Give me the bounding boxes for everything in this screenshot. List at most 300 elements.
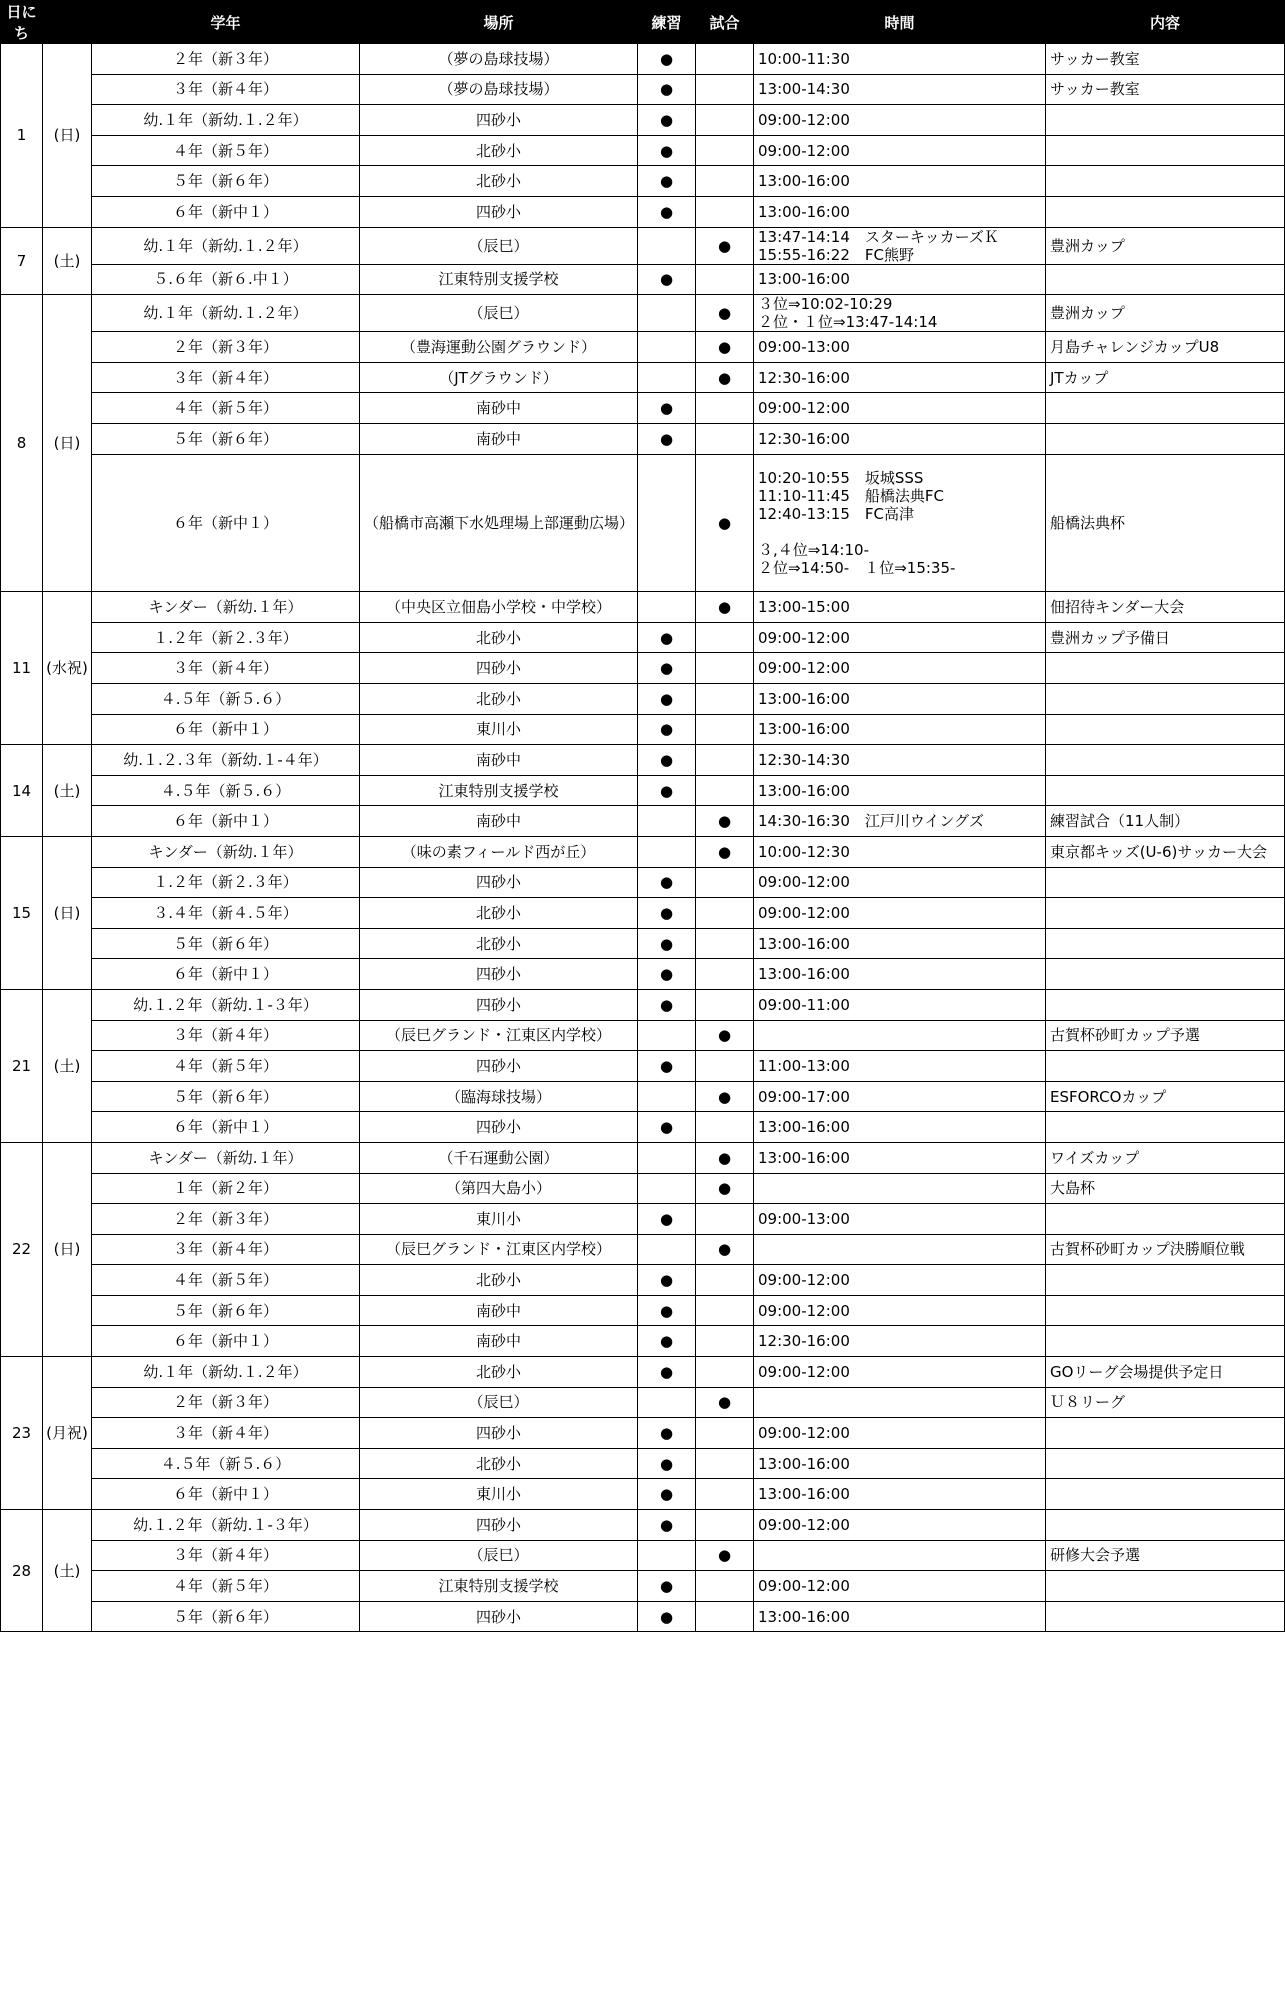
schedule-row [1,423,1285,454]
grade-cell: ４年（新５年） [92,1571,360,1602]
time-cell [754,1020,1046,1051]
content-cell [1046,264,1285,295]
practice-mark: ● [659,1362,674,1381]
time-cell: 12:30-16:00 [754,1326,1046,1357]
content-cell: 豊洲カップ予備日 [1046,622,1285,653]
place-cell: （辰巳グランド・江東区内学校） [360,1020,638,1051]
practice-cell [638,393,696,424]
place-cell: 南砂中 [360,745,638,776]
grade-cell: ２年（新３年） [92,332,360,363]
schedule-row [1,1326,1285,1357]
place-cell: （臨海球技場） [360,1081,638,1112]
schedule-row [1,714,1285,745]
practice-cell [638,1265,696,1296]
content-cell [1046,1418,1285,1449]
match-cell [696,1571,754,1602]
match-cell [696,1510,754,1541]
practice-cell [638,423,696,454]
content-cell: ワイズカップ [1046,1142,1285,1173]
schedule-row [1,362,1285,393]
match-cell [696,1418,754,1449]
schedule-row [1,989,1285,1020]
schedule-row [1,1234,1285,1265]
grade-cell: ６年（新中１） [92,959,360,990]
grade-cell: 幼.１.２.３年（新幼.１-４年） [92,745,360,776]
weekday-cell: (日) [43,44,92,228]
practice-cell [638,332,696,363]
place-cell: 北砂小 [360,928,638,959]
header-place: 場所 [360,1,638,44]
match-mark: ● [717,598,732,617]
practice-mark: ● [659,628,674,647]
match-cell [696,989,754,1020]
time-cell: 09:00-11:00 [754,989,1046,1020]
grade-cell: ４年（新５年） [92,135,360,166]
practice-mark: ● [659,1424,674,1443]
place-cell: 四砂小 [360,959,638,990]
grade-cell: ２年（新３年） [92,1387,360,1418]
date-cell: 28 [1,1510,43,1632]
schedule-row [1,295,1285,332]
practice-cell [638,1234,696,1265]
match-mark: ● [717,304,732,323]
match-mark: ● [717,1393,732,1412]
time-cell: 10:00-11:30 [754,44,1046,75]
time-cell: 09:00-12:00 [754,1295,1046,1326]
content-cell: 豊洲カップ [1046,227,1285,264]
match-cell [696,1448,754,1479]
practice-mark: ● [659,965,674,984]
schedule-row [1,1204,1285,1235]
practice-mark: ● [659,1271,674,1290]
practice-cell [638,1173,696,1204]
practice-cell [638,1020,696,1051]
content-cell: 古賀杯砂町カップ予選 [1046,1020,1285,1051]
grade-cell: 幼.１年（新幼.１.２年） [92,1357,360,1388]
grade-cell: 幼.１.２年（新幼.１-３年） [92,1510,360,1541]
match-cell [696,867,754,898]
content-cell [1046,1601,1285,1632]
place-cell: 四砂小 [360,1601,638,1632]
content-cell [1046,928,1285,959]
content-cell: Ｕ８リーグ [1046,1387,1285,1418]
content-cell: 東京都キッズ(U-6)サッカー大会 [1046,836,1285,867]
match-cell [696,44,754,75]
time-cell: 13:00-16:00 [754,1142,1046,1173]
match-cell [696,166,754,197]
grade-cell: ６年（新中１） [92,806,360,837]
practice-cell [638,362,696,393]
header-practice: 練習 [638,1,696,44]
match-cell [696,74,754,105]
grade-cell: ３年（新４年） [92,653,360,684]
grade-cell: ３年（新４年） [92,1020,360,1051]
schedule-row [1,745,1285,776]
match-mark: ● [717,842,732,861]
match-cell [696,775,754,806]
match-cell [696,622,754,653]
match-cell [696,1112,754,1143]
practice-cell [638,1387,696,1418]
time-cell: 09:00-12:00 [754,622,1046,653]
practice-mark: ● [659,1515,674,1534]
practice-mark: ● [659,80,674,99]
match-cell [696,806,754,837]
content-cell [1046,1510,1285,1541]
schedule-row [1,196,1285,227]
practice-cell [638,989,696,1020]
match-cell [696,1234,754,1265]
place-cell: （船橋市高瀬下水処理場上部運動広場） [360,454,638,592]
match-mark: ● [717,1087,732,1106]
place-cell: （辰巳グランド・江東区内学校） [360,1234,638,1265]
schedule-row [1,227,1285,264]
content-cell [1046,714,1285,745]
match-cell [696,1357,754,1388]
time-cell: 13:00-16:00 [754,775,1046,806]
grade-cell: キンダー（新幼.１年） [92,836,360,867]
place-cell: 江東特別支援学校 [360,775,638,806]
practice-mark: ● [659,659,674,678]
practice-cell [638,227,696,264]
place-cell: 東川小 [360,1204,638,1235]
practice-mark: ● [659,720,674,739]
time-cell: 13:00-14:30 [754,74,1046,105]
practice-mark: ● [659,1209,674,1228]
time-cell: 09:00-13:00 [754,332,1046,363]
grade-cell: ５年（新６年） [92,1081,360,1112]
place-cell: 南砂中 [360,393,638,424]
match-cell [696,1387,754,1418]
place-cell: 北砂小 [360,1448,638,1479]
content-cell [1046,898,1285,929]
grade-cell: ４年（新５年） [92,1051,360,1082]
schedule-row [1,1295,1285,1326]
time-cell: 09:00-12:00 [754,898,1046,929]
practice-mark: ● [659,995,674,1014]
match-cell [696,105,754,136]
place-cell: （豊海運動公園グラウンド） [360,332,638,363]
match-cell [696,264,754,295]
content-cell: 船橋法典杯 [1046,454,1285,592]
date-cell: 14 [1,745,43,837]
match-cell [696,362,754,393]
date-cell: 22 [1,1142,43,1356]
time-cell: 10:00-12:30 [754,836,1046,867]
content-cell [1046,989,1285,1020]
practice-mark: ● [659,141,674,160]
place-cell: （辰巳） [360,1540,638,1571]
schedule-row [1,454,1285,592]
place-cell: （中央区立佃島小学校・中学校） [360,592,638,623]
practice-cell [638,1479,696,1510]
time-cell: 09:00-12:00 [754,135,1046,166]
schedule-row [1,74,1285,105]
practice-cell [638,295,696,332]
practice-cell [638,775,696,806]
grade-cell: ４.５年（新５.６） [92,684,360,715]
match-cell [696,928,754,959]
match-mark: ● [717,368,732,387]
match-mark: ● [717,236,732,255]
header-grade: 学年 [92,1,360,44]
place-cell: （味の素フィールド西が丘） [360,836,638,867]
grade-cell: ５.６年（新６.中１） [92,264,360,295]
grade-cell: ４年（新５年） [92,1265,360,1296]
time-cell: 09:00-12:00 [754,1357,1046,1388]
match-cell [696,332,754,363]
match-cell [696,423,754,454]
schedule-row [1,1265,1285,1296]
time-cell: 09:00-12:00 [754,1571,1046,1602]
content-cell: 月島チャレンジカップU8 [1046,332,1285,363]
time-cell: 09:00-12:00 [754,653,1046,684]
weekday-cell: (土) [43,1510,92,1632]
grade-cell: ３年（新４年） [92,74,360,105]
grade-cell: ５年（新６年） [92,1601,360,1632]
practice-cell [638,653,696,684]
schedule-row [1,1479,1285,1510]
grade-cell: ３年（新４年） [92,1418,360,1449]
content-cell: サッカー教室 [1046,74,1285,105]
time-cell: 13:47-14:14 スターキッカーズＫ 15:55-16:22 FC熊野 [754,227,1046,264]
practice-cell [638,454,696,592]
content-cell: 佃招待キンダー大会 [1046,592,1285,623]
time-cell: 13:00-16:00 [754,264,1046,295]
place-cell: （辰巳） [360,295,638,332]
schedule-row [1,1051,1285,1082]
schedule-row [1,1173,1285,1204]
match-cell [696,1173,754,1204]
grade-cell: ６年（新中１） [92,196,360,227]
practice-cell [638,806,696,837]
practice-cell [638,105,696,136]
practice-cell [638,1540,696,1571]
schedule-row [1,166,1285,197]
header-row [1,1,1285,44]
grade-cell: キンダー（新幼.１年） [92,1142,360,1173]
schedule-row [1,1510,1285,1541]
grade-cell: ３年（新４年） [92,362,360,393]
time-cell: 09:00-12:00 [754,867,1046,898]
time-cell: 09:00-17:00 [754,1081,1046,1112]
practice-cell [638,1204,696,1235]
header-time: 時間 [754,1,1046,44]
header-date: 日にち [1,1,43,44]
content-cell [1046,423,1285,454]
place-cell: 北砂小 [360,135,638,166]
grade-cell: １.２年（新２.３年） [92,622,360,653]
header-match: 試合 [696,1,754,44]
match-cell [696,227,754,264]
content-cell [1046,1571,1285,1602]
grade-cell: １年（新２年） [92,1173,360,1204]
time-cell: 09:00-12:00 [754,393,1046,424]
content-cell [1046,393,1285,424]
place-cell: 四砂小 [360,1112,638,1143]
place-cell: 南砂中 [360,1295,638,1326]
practice-cell [638,959,696,990]
time-cell: 13:00-16:00 [754,196,1046,227]
place-cell: （第四大島小） [360,1173,638,1204]
header-content: 内容 [1046,1,1285,44]
date-cell: 23 [1,1357,43,1510]
content-cell: GOリーグ会場提供予定日 [1046,1357,1285,1388]
schedule-row [1,1540,1285,1571]
practice-mark: ● [659,429,674,448]
place-cell: 四砂小 [360,867,638,898]
practice-mark: ● [659,934,674,953]
match-cell [696,592,754,623]
time-cell: 09:00-12:00 [754,105,1046,136]
schedule-row [1,806,1285,837]
time-cell [754,1540,1046,1571]
match-cell [696,1081,754,1112]
match-cell [696,1265,754,1296]
practice-cell [638,1357,696,1388]
match-cell [696,1601,754,1632]
time-cell [754,1234,1046,1265]
schedule-row [1,1571,1285,1602]
grade-cell: ４.５年（新５.６） [92,775,360,806]
schedule-row [1,264,1285,295]
match-cell [696,898,754,929]
time-cell: 10:20-10:55 坂城SSS 11:10-11:45 船橋法典FC 12:40-13:15 FC高津 ３,４位⇒14:10- ２位⇒14:50- １位⇒15:35- [754,454,1046,592]
content-cell [1046,1295,1285,1326]
place-cell: 四砂小 [360,196,638,227]
place-cell: 北砂小 [360,898,638,929]
place-cell: 南砂中 [360,806,638,837]
schedule-row [1,1112,1285,1143]
weekday-cell: (日) [43,1142,92,1356]
practice-cell [638,1418,696,1449]
practice-cell [638,714,696,745]
match-cell [696,1142,754,1173]
place-cell: 四砂小 [360,105,638,136]
schedule-row [1,959,1285,990]
practice-mark: ● [659,202,674,221]
grade-cell: ４.５年（新５.６） [92,1448,360,1479]
grade-cell: ６年（新中１） [92,1326,360,1357]
weekday-cell: (土) [43,745,92,837]
practice-mark: ● [659,1332,674,1351]
match-cell [696,1051,754,1082]
place-cell: 北砂小 [360,622,638,653]
practice-cell [638,592,696,623]
grade-cell: ４年（新５年） [92,393,360,424]
match-mark: ● [717,1179,732,1198]
time-cell: 11:00-13:00 [754,1051,1046,1082]
practice-mark: ● [659,1577,674,1596]
time-cell: 12:30-14:30 [754,745,1046,776]
match-cell [696,714,754,745]
grade-cell: ６年（新中１） [92,1112,360,1143]
schedule-row [1,1020,1285,1051]
place-cell: 北砂小 [360,684,638,715]
time-cell: 13:00-15:00 [754,592,1046,623]
place-cell: （夢の島球技場） [360,74,638,105]
place-cell: 四砂小 [360,1418,638,1449]
match-cell [696,1295,754,1326]
practice-mark: ● [659,172,674,191]
schedule-row [1,1418,1285,1449]
grade-cell: ５年（新６年） [92,928,360,959]
practice-mark: ● [659,1301,674,1320]
practice-mark: ● [659,903,674,922]
practice-cell [638,928,696,959]
content-cell [1046,1265,1285,1296]
practice-cell [638,1112,696,1143]
practice-cell [638,1601,696,1632]
match-cell [696,393,754,424]
grade-cell: ５年（新６年） [92,1295,360,1326]
weekday-cell: (土) [43,227,92,295]
practice-cell [638,196,696,227]
match-mark: ● [717,1546,732,1565]
match-cell [696,745,754,776]
match-cell [696,836,754,867]
schedule-row [1,1357,1285,1388]
schedule-row [1,44,1285,75]
content-cell [1046,653,1285,684]
time-cell: 13:00-16:00 [754,928,1046,959]
place-cell: （千石運動公園） [360,1142,638,1173]
grade-cell: ６年（新中１） [92,454,360,592]
schedule-row [1,928,1285,959]
grade-cell: １.２年（新２.３年） [92,867,360,898]
time-cell: 13:00-16:00 [754,1479,1046,1510]
match-mark: ● [717,337,732,356]
content-cell [1046,745,1285,776]
grade-cell: ３年（新４年） [92,1540,360,1571]
practice-mark: ● [659,689,674,708]
time-cell: 13:00-16:00 [754,684,1046,715]
place-cell: 江東特別支援学校 [360,264,638,295]
schedule-row [1,1601,1285,1632]
time-cell: 09:00-12:00 [754,1418,1046,1449]
time-cell: 09:00-12:00 [754,1510,1046,1541]
time-cell: 12:30-16:00 [754,423,1046,454]
place-cell: （JTグラウンド） [360,362,638,393]
practice-cell [638,74,696,105]
practice-cell [638,166,696,197]
time-cell [754,1387,1046,1418]
schedule-row [1,105,1285,136]
content-cell [1046,1112,1285,1143]
practice-cell [638,898,696,929]
place-cell: 東川小 [360,1479,638,1510]
match-cell [696,1326,754,1357]
schedule-row [1,653,1285,684]
place-cell: 四砂小 [360,653,638,684]
match-cell [696,959,754,990]
weekday-cell: (水祝) [43,592,92,745]
content-cell [1046,1479,1285,1510]
date-cell: 15 [1,836,43,989]
grade-cell: ５年（新６年） [92,423,360,454]
place-cell: 北砂小 [360,1357,638,1388]
practice-cell [638,1295,696,1326]
practice-mark: ● [659,1056,674,1075]
schedule-row [1,1081,1285,1112]
place-cell: （夢の島球技場） [360,44,638,75]
practice-cell [638,1571,696,1602]
practice-mark: ● [659,873,674,892]
time-cell: 12:30-16:00 [754,362,1046,393]
date-cell: 8 [1,295,43,592]
date-cell: 1 [1,44,43,228]
schedule-row [1,1448,1285,1479]
